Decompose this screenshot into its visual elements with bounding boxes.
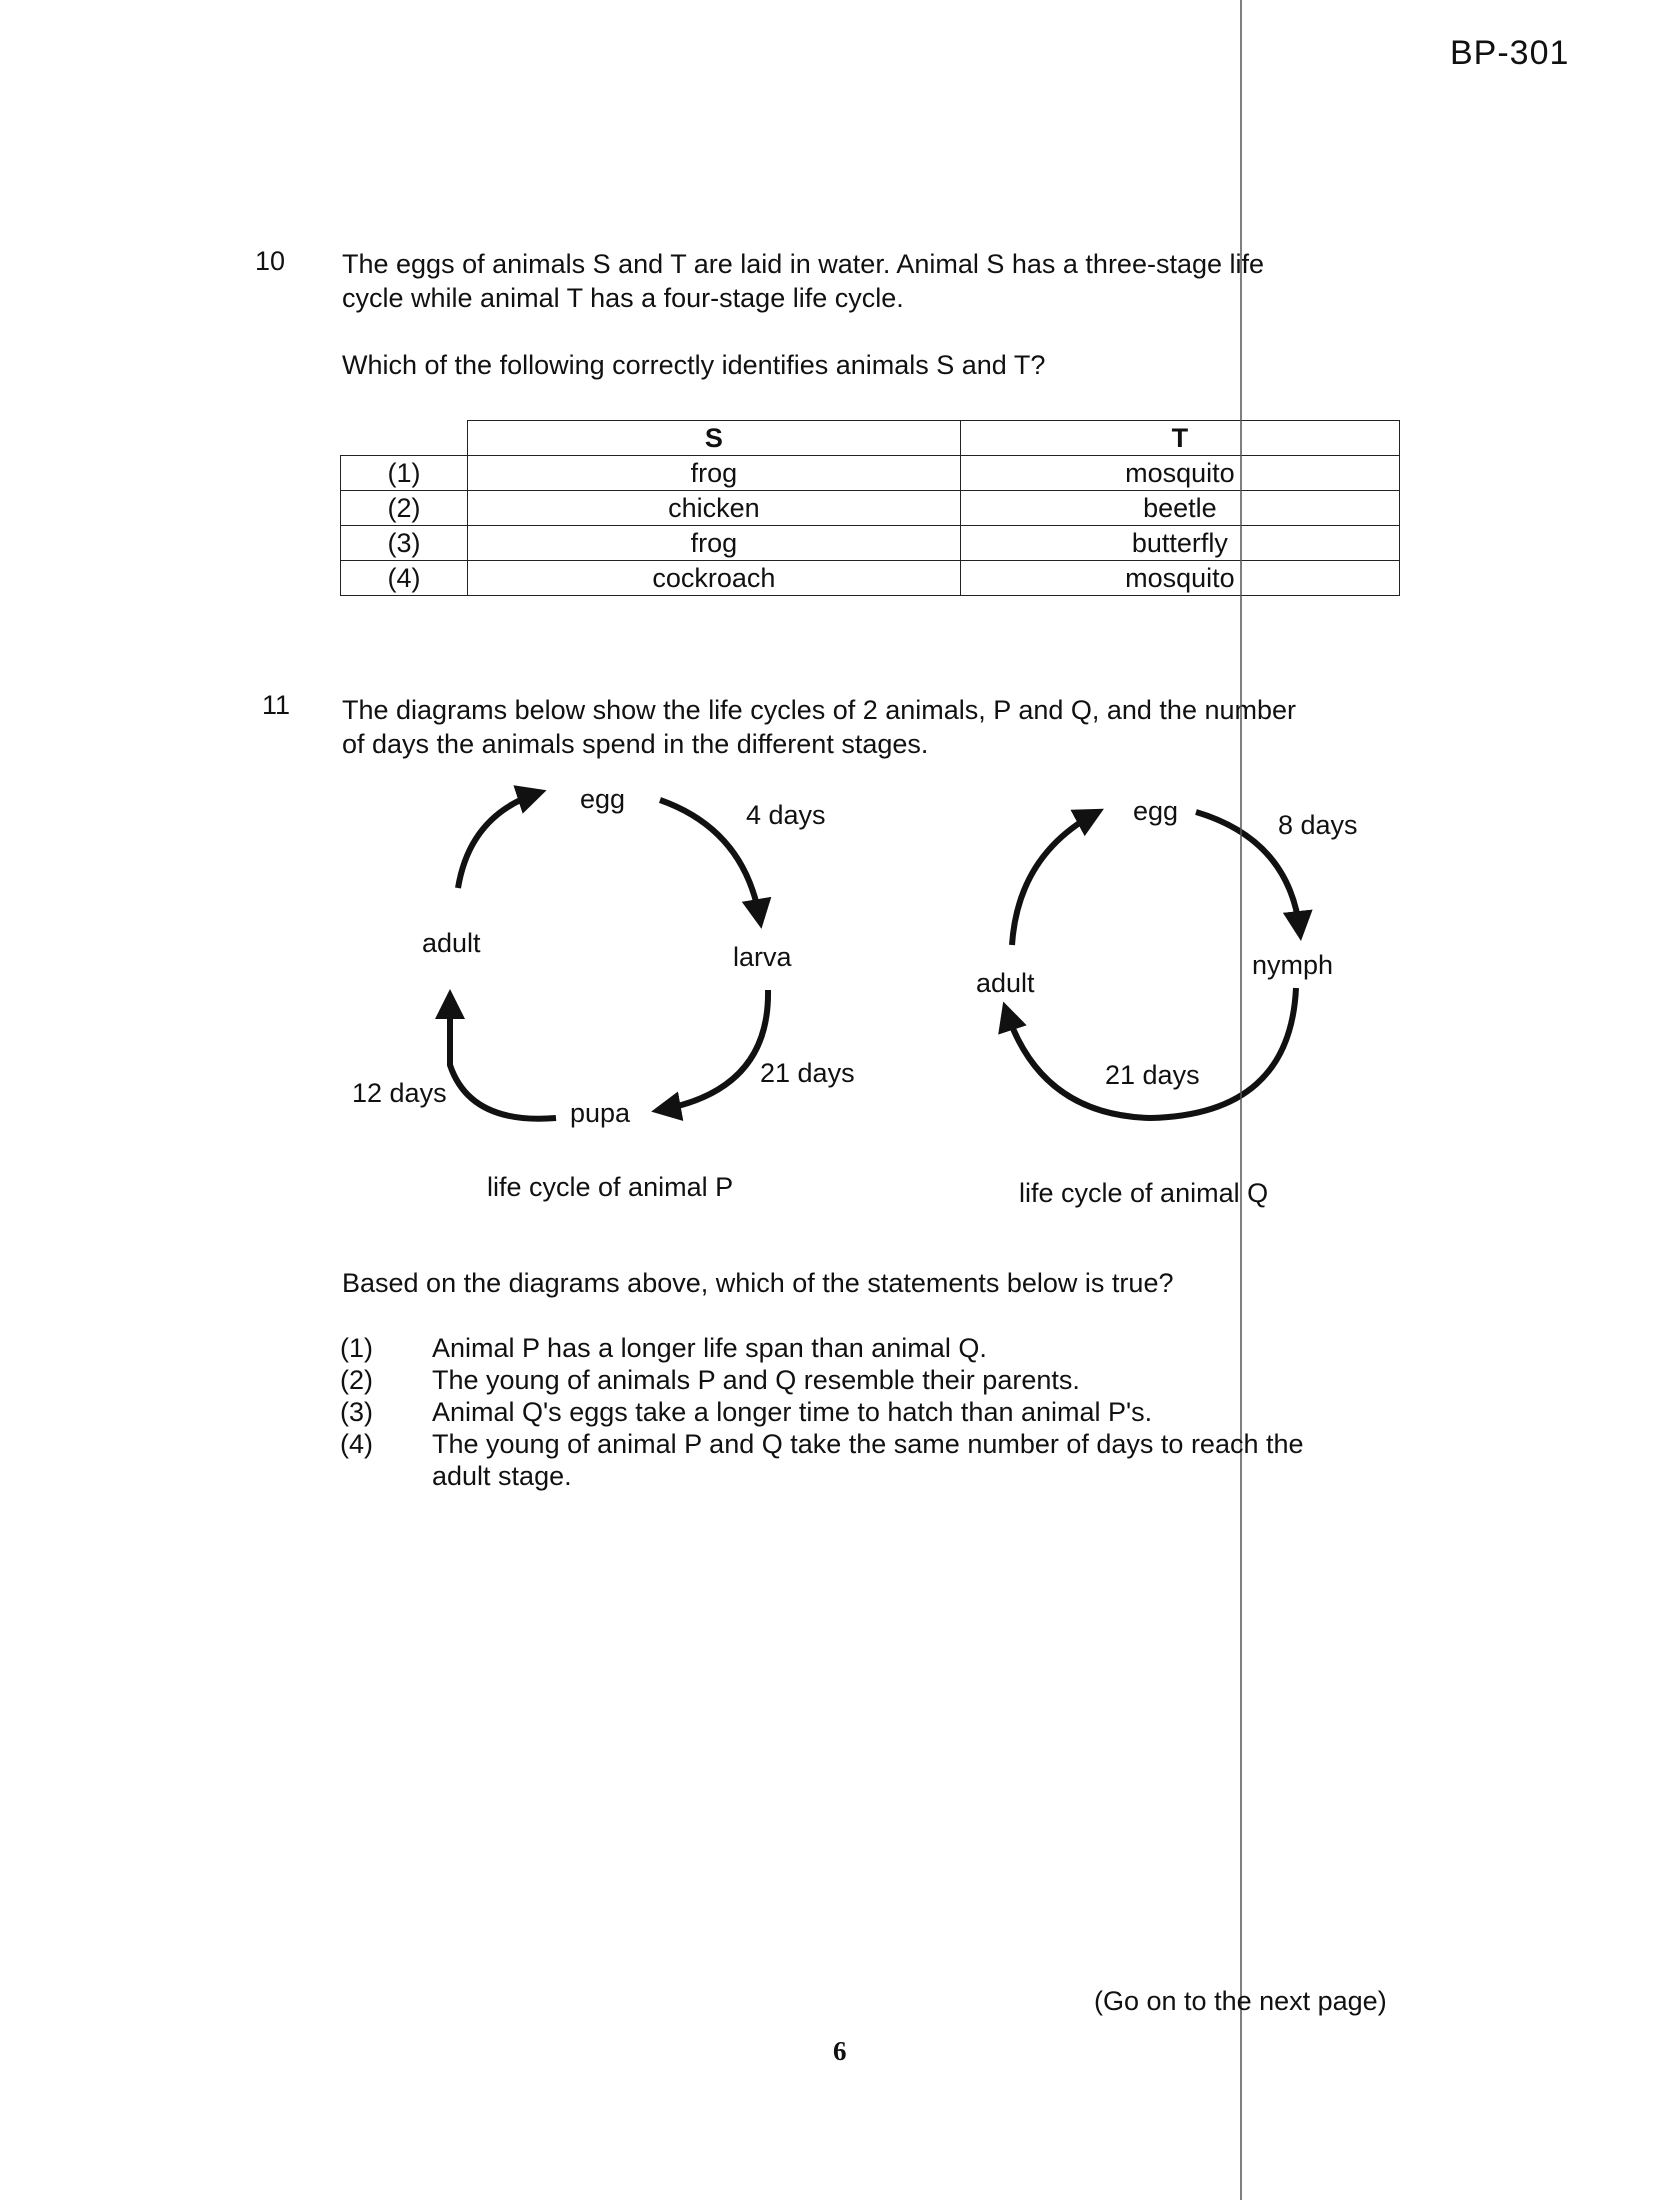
cycle-q-days-egg: 8 days: [1278, 810, 1358, 840]
question-10-number: 10: [255, 246, 286, 276]
cell-s: frog: [468, 526, 961, 561]
option-number: (2): [340, 1365, 373, 1395]
cycle-q-egg: egg: [1133, 796, 1179, 826]
cycle-q-days-nymph: 21 days: [1105, 1060, 1200, 1090]
cell-t: beetle: [960, 491, 1399, 526]
cell-s: cockroach: [468, 561, 961, 596]
option-number: (4): [340, 1429, 373, 1459]
cycle-p-caption: life cycle of animal P: [487, 1172, 734, 1202]
cell-s: frog: [468, 456, 961, 491]
cell-t: butterfly: [960, 526, 1399, 561]
question-11-text-line1: The diagrams below show the life cycles of 2 animals, P and Q, and the number: [342, 695, 1297, 725]
cycle-p-pupa: pupa: [570, 1098, 631, 1128]
option-text: Animal P has a longer life span than animal Q.: [432, 1333, 987, 1363]
option-number: (2): [341, 491, 468, 526]
cycle-p-larva: larva: [733, 942, 792, 972]
arrow-adult-to-egg-q: [1012, 813, 1096, 945]
arrow-nymph-to-adult-q: [1006, 988, 1296, 1118]
cycle-p-egg: egg: [580, 784, 626, 814]
option-number: (1): [340, 1333, 373, 1363]
column-header-s: S: [468, 421, 961, 456]
cell-t: mosquito: [960, 456, 1399, 491]
option-text: The young of animals P and Q resemble their parents.: [432, 1365, 1080, 1395]
cycle-p-days-egg: 4 days: [746, 800, 826, 830]
column-header-t: T: [960, 421, 1399, 456]
arrow-egg-to-larva-p: [660, 800, 760, 920]
cell-s: chicken: [468, 491, 961, 526]
option-number: (4): [341, 561, 468, 596]
cycle-p-adult: adult: [422, 928, 481, 958]
cycle-p-days-pupa: 12 days: [352, 1078, 447, 1108]
option-text: Animal Q's eggs take a longer time to hatch than animal P's.: [432, 1397, 1153, 1427]
arrow-adult-to-egg-p: [458, 793, 538, 888]
cycle-q-nymph: nymph: [1252, 950, 1334, 980]
arrow-pupa-to-adult-p: [450, 998, 556, 1119]
question-10-text-line2: cycle while animal T has a four-stage life cycle.: [342, 283, 904, 313]
page-number: 6: [833, 2036, 847, 2066]
cycle-q-adult: adult: [976, 968, 1035, 998]
paper-code: BP-301: [1450, 34, 1570, 72]
option-text-continuation: adult stage.: [432, 1461, 572, 1491]
option-number: (3): [340, 1397, 373, 1427]
option-number: (3): [341, 526, 468, 561]
option-number: (1): [341, 456, 468, 491]
cycle-p-days-larva: 21 days: [760, 1058, 855, 1088]
question-11-text-line2: of days the animals spend in the different stages.: [342, 729, 929, 759]
question-10-stem: Which of the following correctly identifies animals S and T?: [342, 350, 1046, 380]
question-10-text-line1: The eggs of animals S and T are laid in water. Animal S has a three-stage life: [342, 249, 1265, 279]
arrow-larva-to-pupa-p: [660, 990, 768, 1110]
option-text: The young of animal P and Q take the same number of days to reach the: [432, 1429, 1304, 1459]
cycle-q-caption: life cycle of animal Q: [1019, 1178, 1269, 1208]
go-on-note: (Go on to the next page): [1094, 1986, 1387, 2016]
question-11-stem: Based on the diagrams above, which of the statements below is true?: [342, 1268, 1174, 1298]
question-11-number: 11: [262, 690, 291, 720]
cell-t: mosquito: [960, 561, 1399, 596]
question-11-options: [340, 1332, 1440, 1502]
